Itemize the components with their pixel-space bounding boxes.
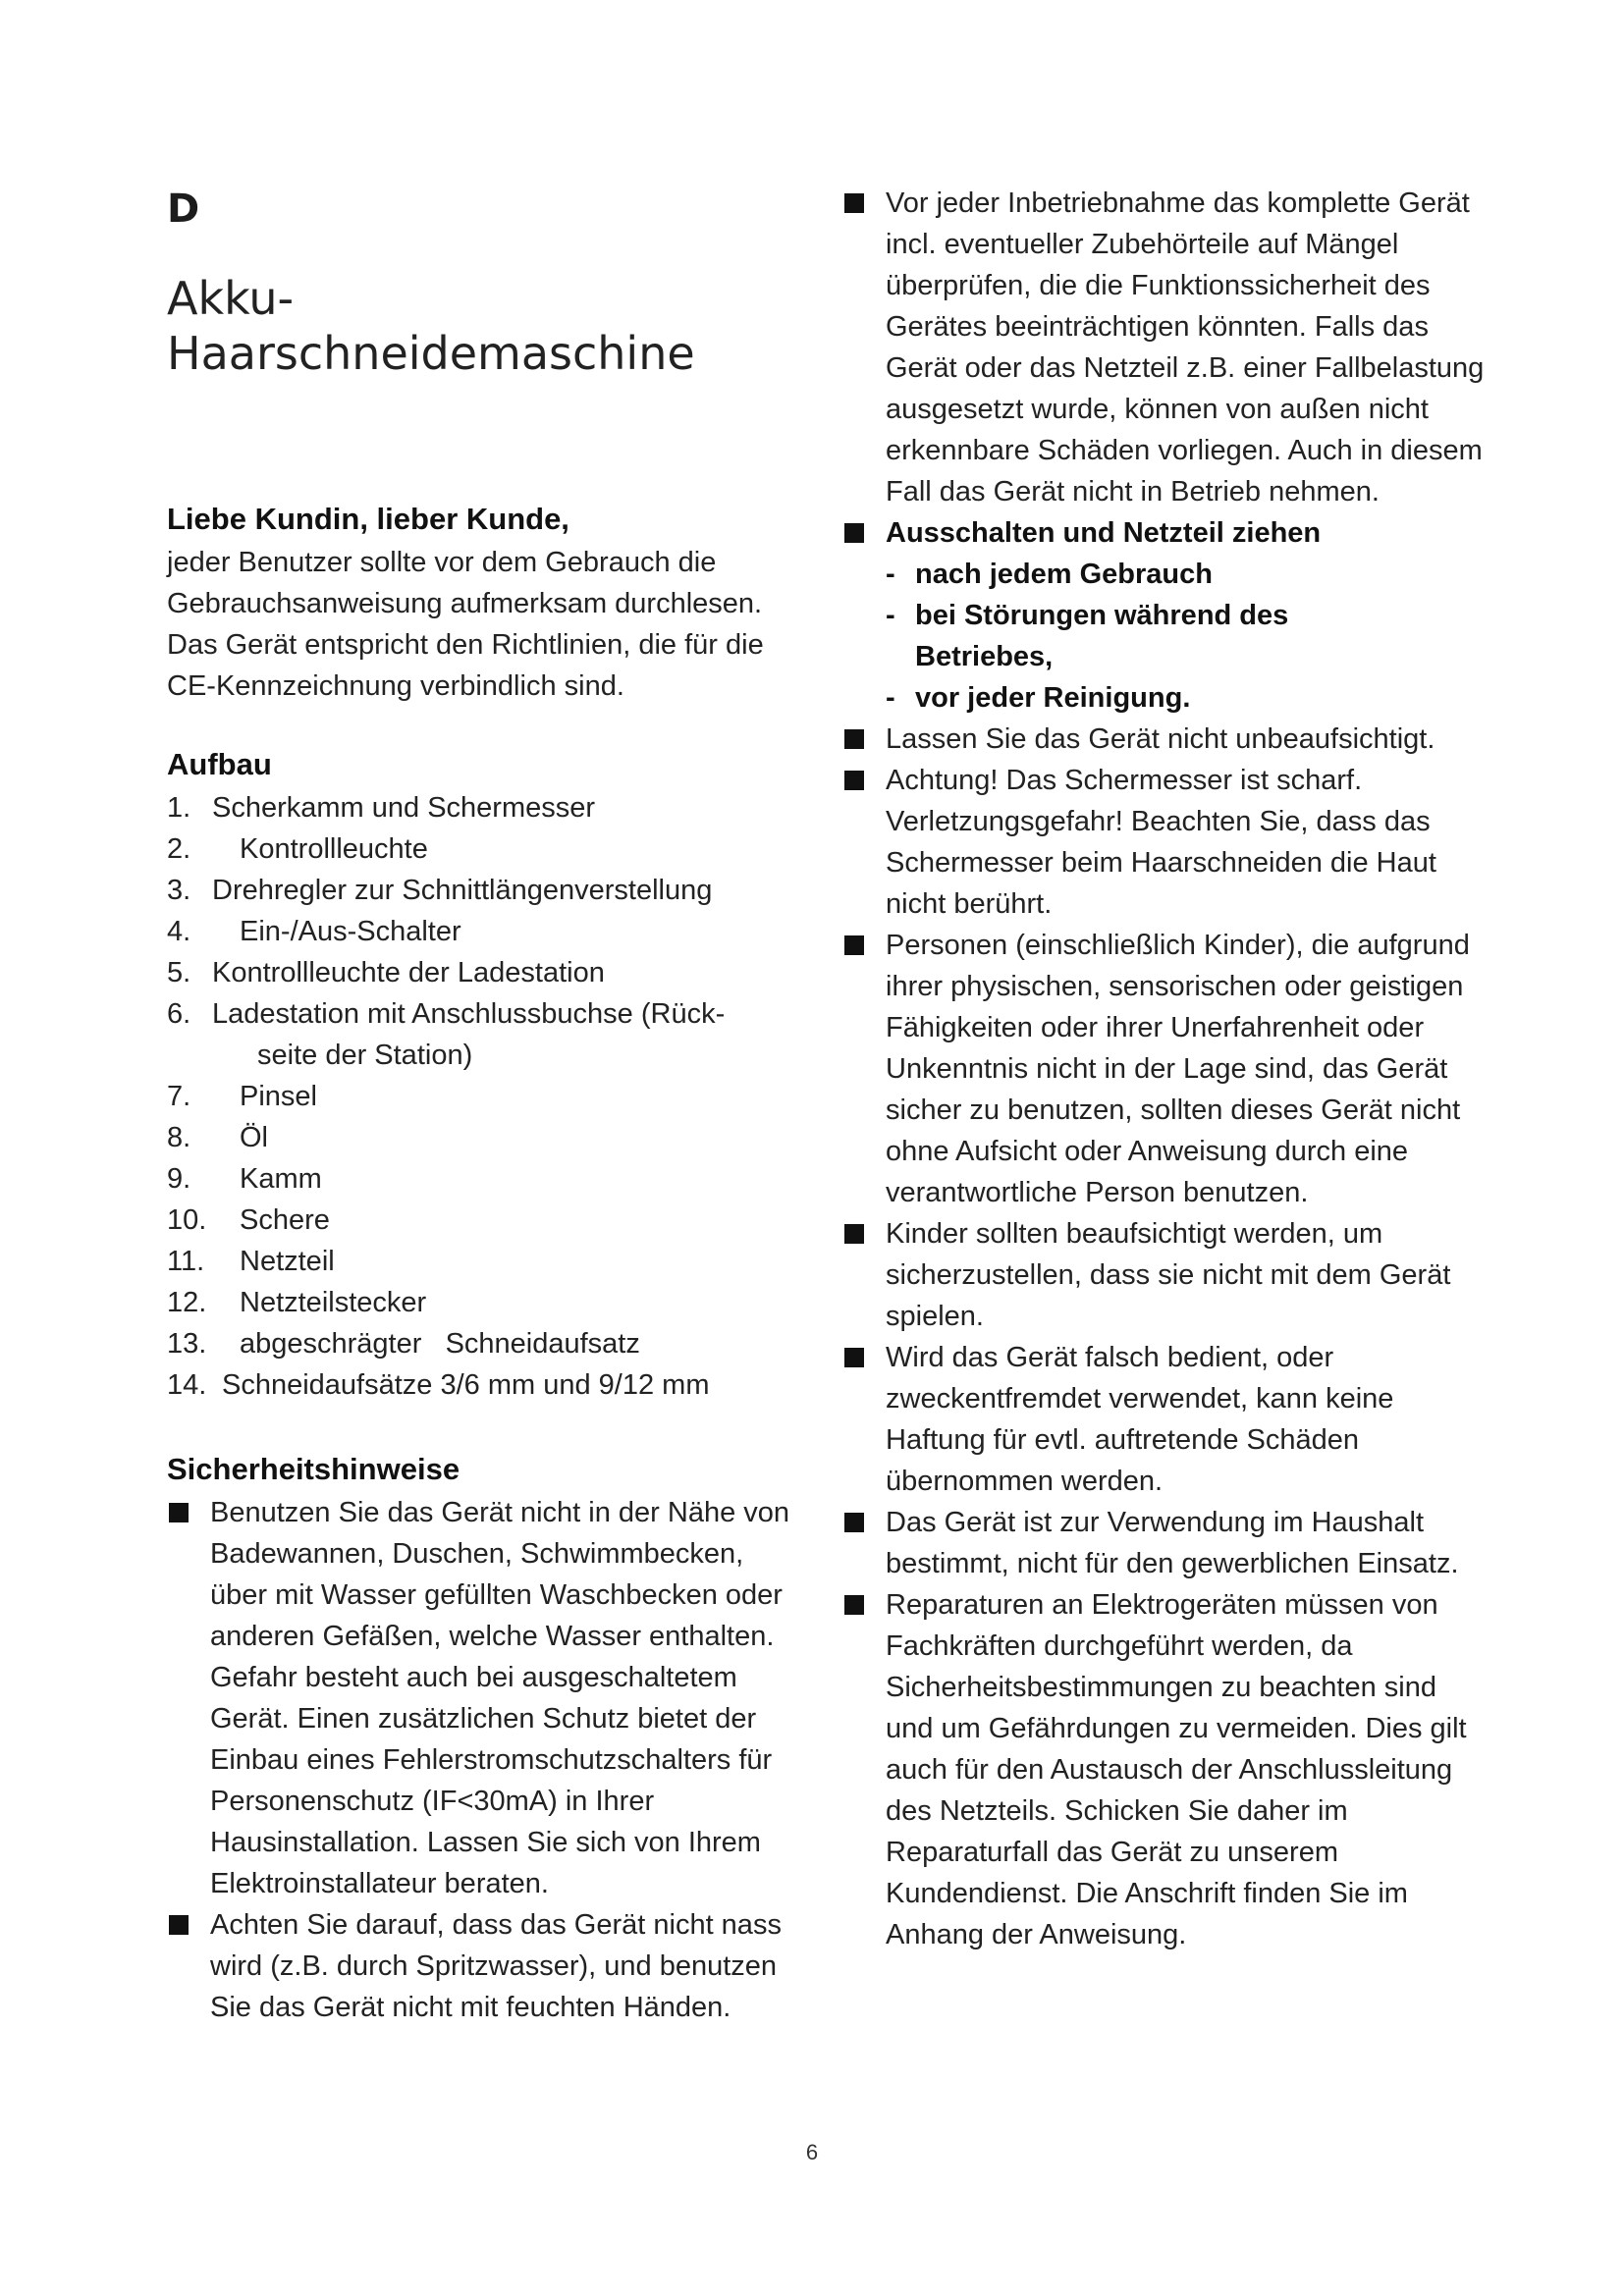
parts-list (167, 787, 725, 1406)
item-text: Öl (240, 1122, 268, 1153)
list-item (167, 1117, 725, 1158)
document-title: Akku- Haarschneidemaschine (167, 272, 695, 380)
list-item (167, 828, 725, 870)
square-bullet-icon (844, 1595, 864, 1615)
square-bullet-icon (844, 771, 864, 790)
bullet-text: Benutzen Sie das Gerät nicht in der Nähe von Badewannen, Duschen, Schwimmbecken, über mit Wasser gefüllten Waschbecken oder anderen Gefäßen, welche Wasser enthalten. Gefahr besteht auch bei ausgeschaltetem Gerät. Einen zusätzlichen Schutz bietet der Einbau eines Fehlerstromschutzschalters für Personenschutz (IF<30mA) in Ihrer Hausinstallation. Lassen Sie sich von Ihrem Elektroinstallateur beraten. (210, 1497, 790, 1899)
item-number: 6. (167, 998, 191, 1030)
item-text (212, 993, 725, 1076)
item-number: 9. (167, 1163, 191, 1195)
bullet-text: Das Gerät ist zur Verwendung im Haushalt bestimmt, nicht für den gewerblichen Einsatz. (886, 1507, 1459, 1579)
list-item (167, 1241, 725, 1282)
square-bullet-icon (169, 1503, 189, 1522)
square-bullet-icon (844, 1513, 864, 1532)
list-item (167, 870, 725, 911)
square-bullet-icon (844, 1224, 864, 1244)
dash: - (886, 600, 895, 631)
item-text: Schneidaufsätze 3/6 mm und 9/12 mm (222, 1369, 710, 1401)
language-marker: D (167, 187, 201, 232)
item-text: Drehregler zur Schnittlängenverstellung (212, 875, 713, 906)
bullet-text: Personen (einschließlich Kinder), die aufgrund ihrer physischen, sensorischen oder geistigen Fähigkeiten oder ihrer Unerfahrenheit oder Unkenntnis nicht in der Lage sind, das Gerät sicher zu benutzen, sollten dieses Gerät nicht ohne Aufsicht oder Anweisung durch eine verantwortliche Person benutzen. (886, 930, 1470, 1208)
list-item (167, 787, 725, 828)
item-text: Ein-/Aus-Schalter (240, 916, 461, 947)
list-item (842, 719, 1490, 760)
dash: - (886, 559, 895, 590)
list-item (842, 925, 1490, 1213)
item-text: Kontrollleuchte (240, 833, 428, 865)
sub-item-text: bei Störungen während des (915, 600, 1289, 631)
intro-line: jeder Benutzer sollte vor dem Gebrauch die (167, 547, 717, 578)
list-item (842, 1337, 1490, 1502)
list-item (167, 1282, 725, 1323)
item-number: 8. (167, 1122, 191, 1153)
bullet-text: Kinder sollten beaufsichtigt werden, um sicherzustellen, dass sie nicht mit dem Gerät spielen. (886, 1218, 1451, 1332)
intro-line: Das Gerät entspricht den Richtlinien, die für die (167, 629, 764, 661)
item-number: 3. (167, 875, 191, 906)
item-text: Netzteil (240, 1246, 335, 1277)
sub-item-continuation: Betriebes, (915, 641, 1054, 672)
page-number: 6 (805, 2140, 819, 2164)
item-text: Pinsel (240, 1081, 317, 1112)
item-number: 1. (167, 792, 191, 824)
bullet-text: Vor jeder Inbetriebnahme das komplette Gerät incl. eventueller Zubehörteile auf Mängel überprüfen, die die Funktionssicherheit des Gerätes beeinträchtigen könnten. Falls das Gerät oder das Netzteil z.B. einer Fallbelastung ausgesetzt wurde, können von außen nicht erkennbare Schäden vorliegen. Auch in diesem Fall das Gerät nicht in Betrieb nehmen. (886, 187, 1485, 507)
list-item (842, 1584, 1490, 1955)
item-text-continuation: seite der Station) (257, 1040, 473, 1071)
square-bullet-icon (844, 935, 864, 955)
safety-list-right (842, 183, 1490, 1955)
bullet-text: Achtung! Das Schermesser ist scharf. Verletzungsgefahr! Beachten Sie, dass das Schermesser beim Haarschneiden die Haut nicht berührt. (886, 765, 1436, 920)
list-item (167, 1323, 725, 1364)
item-text: Schere (240, 1204, 330, 1236)
item-number: 11. (167, 1246, 205, 1277)
square-bullet-icon (844, 193, 864, 213)
safety-heading: Sicherheitshinweise (167, 1452, 460, 1486)
item-number: 5. (167, 957, 191, 988)
list-item (842, 512, 1490, 719)
item-number: 14. (167, 1369, 207, 1401)
item-text: Kamm (240, 1163, 322, 1195)
item-number: 4. (167, 916, 191, 947)
intro-paragraph (167, 542, 815, 707)
bullet-title: Ausschalten und Netzteil ziehen (886, 517, 1322, 549)
sub-item (886, 595, 1490, 677)
list-item (167, 1200, 725, 1241)
item-number: 13. (167, 1328, 207, 1360)
aufbau-heading: Aufbau (167, 747, 272, 781)
square-bullet-icon (169, 1915, 189, 1935)
list-item (167, 993, 725, 1076)
item-number: 12. (167, 1287, 207, 1318)
list-item (167, 1158, 725, 1200)
square-bullet-icon (844, 523, 864, 543)
item-text-line: Ladestation mit Anschlussbuchse (Rück- (212, 998, 726, 1030)
list-item (842, 1502, 1490, 1584)
list-item (167, 952, 725, 993)
bullet-text: Lassen Sie das Gerät nicht unbeaufsichtigt. (886, 723, 1435, 755)
sub-item (886, 554, 1490, 595)
bullet-text: Achten Sie darauf, dass das Gerät nicht nass wird (z.B. durch Spritzwasser), und benutzen Sie das Gerät nicht mit feuchten Händen. (210, 1909, 782, 2023)
intro-line: CE-Kennzeichnung verbindlich sind. (167, 670, 624, 702)
bullet-text: Reparaturen an Elektrogeräten müssen von Fachkräften durchgeführt werden, da Sicherheitsbestimmungen zu beachten sind und um Gefährdungen zu vermeiden. Dies gilt auch für den Austausch der Anschlussleitung des Netzteils. Schicken Sie daher im Reparaturfall das Gerät zu unserem Kundendienst. Die Anschrift finden Sie im Anhang der Anweisung. (886, 1589, 1467, 1950)
list-item (842, 183, 1490, 512)
sub-item-text: vor jeder Reinigung. (915, 682, 1191, 714)
item-text: abgeschrägter Schneidaufsatz (240, 1328, 640, 1360)
square-bullet-icon (844, 1348, 864, 1367)
list-item (167, 911, 725, 952)
item-text: Kontrollleuchte der Ladestation (212, 957, 605, 988)
sub-item (886, 677, 1490, 719)
item-number: 10. (167, 1204, 207, 1236)
list-item (167, 1364, 725, 1406)
list-item (167, 1492, 795, 1904)
item-text: Netzteilstecker (240, 1287, 427, 1318)
list-item (842, 760, 1490, 925)
bullet-text: Wird das Gerät falsch bedient, oder zweckentfremdet verwendet, kann keine Haftung für evtl. auftretende Schäden übernommen werden. (886, 1342, 1394, 1497)
square-bullet-icon (844, 729, 864, 749)
list-item (167, 1904, 795, 2028)
list-item (842, 1213, 1490, 1337)
dash: - (886, 682, 895, 714)
safety-list-left (167, 1492, 795, 2028)
intro-line: Gebrauchsanweisung aufmerksam durchlesen. (167, 588, 763, 619)
item-text: Scherkamm und Schermesser (212, 792, 596, 824)
sub-item-text: nach jedem Gebrauch (915, 559, 1213, 590)
list-item (167, 1076, 725, 1117)
greeting: Liebe Kundin, lieber Kunde, (167, 502, 569, 536)
item-number: 2. (167, 833, 191, 865)
item-number: 7. (167, 1081, 191, 1112)
